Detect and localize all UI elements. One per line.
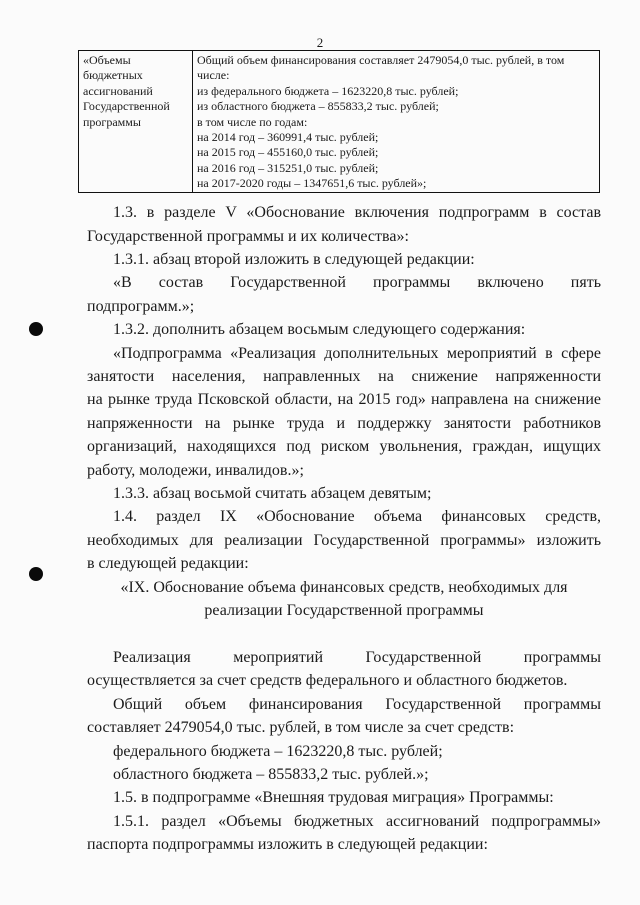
value-line: на 2014 год – 360991,4 тыс. рублей; — [197, 130, 379, 145]
body-line: федерального бюджета – 1623220,8 тыс. рублей; — [113, 743, 443, 760]
body-line: в следующей редакции: — [87, 555, 249, 572]
body-line: организаций, находящихся под риском увольнения, граждан, ищущих — [87, 438, 601, 455]
label-line: «Объемы — [83, 53, 131, 67]
value-line: на 2015 год – 455160,0 тыс. рублей; — [197, 145, 379, 160]
body-line: областного бюджета – 855833,2 тыс. рублей.»; — [113, 766, 429, 783]
label-line: Государственной — [83, 99, 170, 114]
body-line: занятости населения, направленных на снижение напряженности — [87, 368, 601, 385]
value-line: на 2017-2020 годы – 1347651,6 тыс. рублей»; — [197, 176, 427, 191]
table-value-cell — [193, 51, 600, 193]
body-line: паспорта подпрограммы изложить в следующей редакции: — [87, 836, 488, 853]
passport-table — [78, 50, 600, 193]
body-line: 1.3.2. дополнить абзацем восьмым следующего содержания: — [113, 321, 526, 338]
value-line: в том числе по годам: — [197, 114, 308, 129]
body-line: Реализация мероприятий Государственной программы — [113, 649, 601, 666]
body-line: составляет 2479054,0 тыс. рублей, в том числе за счет средств: — [87, 719, 515, 736]
body-line: на рынке труда Псковской области, на 2015 год» направлена на снижение — [87, 391, 601, 408]
body-line: «Подпрограмма «Реализация дополнительных мероприятий в сфере — [113, 345, 601, 362]
body-line: 1.3.1. абзац второй изложить в следующей редакции: — [113, 251, 475, 268]
body-line: 1.5. в подпрограмме «Внешняя трудовая миграция» Программы: — [113, 789, 554, 806]
label-line: ассигнований — [83, 83, 153, 98]
body-line: 1.3. в разделе V «Обоснование включения подпрограмм в состав — [113, 204, 601, 221]
body-line: 1.4. раздел IX «Обоснование объема финансовых средств, — [113, 508, 601, 525]
body-line: необходимых для реализации Государственной программы» изложить — [87, 532, 601, 549]
body-line: осуществляется за счет средств федерального и областного бюджетов. — [87, 672, 568, 689]
value-line: числе: — [197, 68, 230, 83]
value-line: Общий объем финансирования составляет 2479054,0 тыс. рублей, в том — [197, 53, 565, 67]
body-line: 1.5.1. раздел «Объемы бюджетных ассигнований подпрограммы» — [113, 813, 601, 830]
table-label-cell — [79, 51, 193, 193]
body-line: Государственной программы и их количества»: — [87, 228, 409, 245]
body-line: подпрограмм.»; — [87, 298, 195, 315]
punch-hole — [29, 322, 43, 336]
body-line: напряженности на рынке труда и поддержку занятости работников — [87, 415, 601, 432]
value-line: на 2016 год – 315251,0 тыс. рублей; — [197, 160, 379, 175]
table-row — [79, 51, 600, 193]
section-heading-line: «IX. Обоснование объема финансовых средств, необходимых для — [120, 579, 568, 596]
body-line: «В состав Государственной программы включено пять — [113, 274, 601, 291]
value-line: из федерального бюджета – 1623220,8 тыс. рублей; — [197, 83, 459, 98]
page-number: 2 — [316, 35, 324, 50]
body-line: 1.3.3. абзац восьмой считать абзацем девятым; — [113, 485, 432, 502]
value-line: из областного бюджета – 855833,2 тыс. рублей; — [197, 99, 439, 114]
body-line: работу, молодежи, инвалидов.»; — [87, 462, 304, 479]
label-line: бюджетных — [83, 68, 143, 83]
section-heading-line: реализации Государственной программы — [204, 602, 484, 619]
body-line: Общий объем финансирования Государственной программы — [113, 696, 601, 713]
label-line: программы — [83, 114, 141, 129]
punch-hole — [29, 567, 43, 581]
